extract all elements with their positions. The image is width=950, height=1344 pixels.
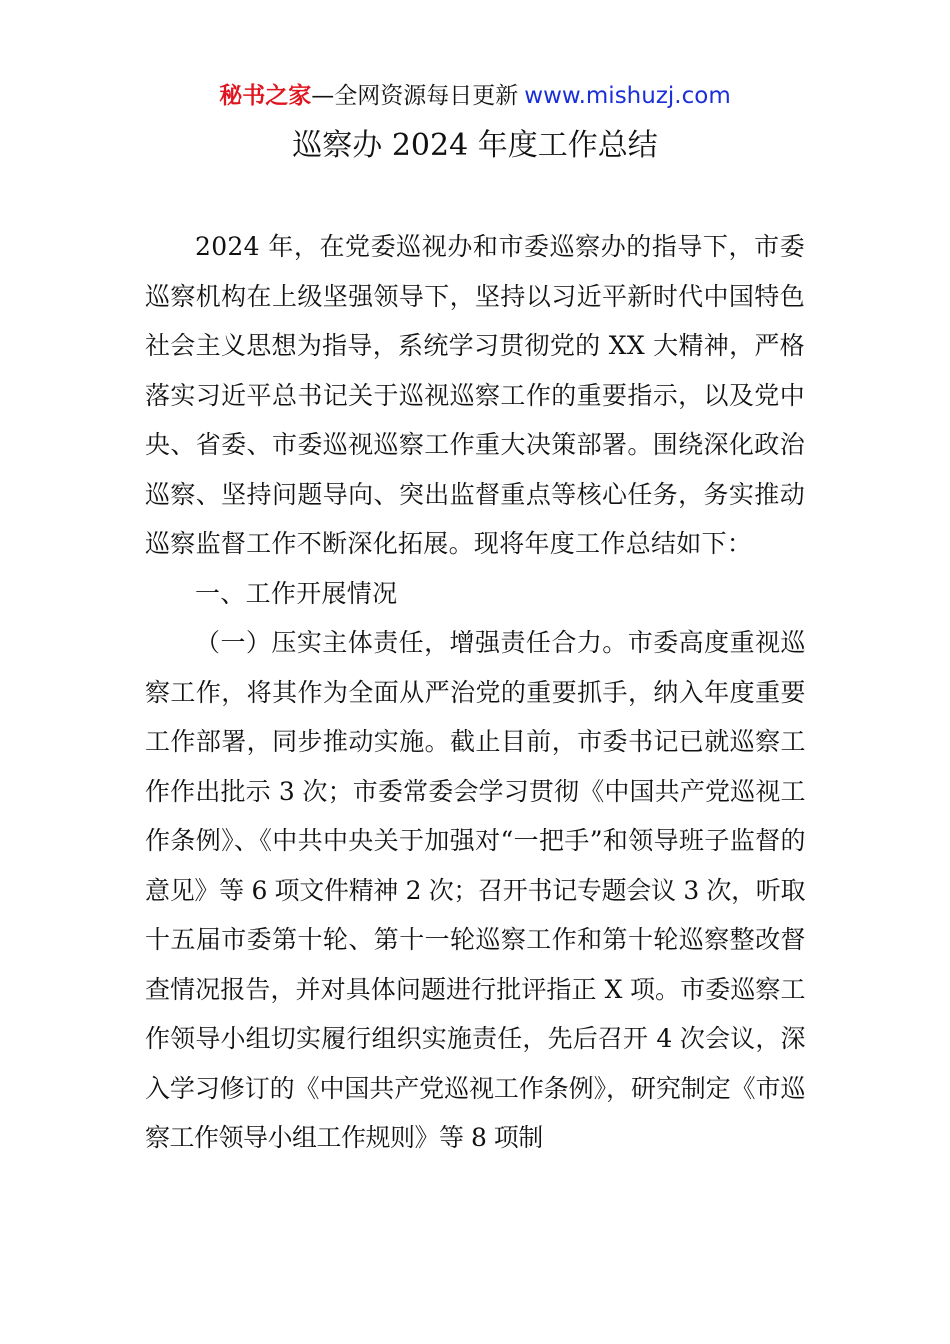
site-header: [0, 80, 950, 112]
document-body: [145, 222, 805, 1163]
paragraph-intro: 2024 年，在党委巡视办和市委巡察办的指导下，市委巡察机构在上级坚强领导下，坚持以习近平新时代中国特色社会主义思想为指导，系统学习贯彻党的 XX 大精神，严格落实习近平总书记关于巡视巡察工作的重要指示，以及党中央、省委、市委巡视巡察工作重大决策部署。围绕深化政治巡察、坚持问题导向、突出监督重点等核心任务，务实推动巡察监督工作不断深化拓展。现将年度工作总结如下：: [145, 232, 805, 558]
document-title: 巡察办 2024 年度工作总结: [292, 128, 658, 163]
site-url-link[interactable]: www.mishuzj.com: [524, 83, 731, 109]
brand-name: 秘书之家: [219, 83, 312, 109]
header-tagline: —全网资源每日更新: [311, 83, 519, 109]
paragraph-responsibility: （一）压实主体责任，增强责任合力。市委高度重视巡察工作，将其作为全面从严治党的重要抓手，纳入年度重要工作部署，同步推动实施。截止目前，市委书记已就巡察工作作出批示 3 次；市委常委会学习贯彻《中国共产党巡视工作条例》、《中共中央关于加强对“一把手”和领导班子监督的意见》等 6 项文件精神 2 次；召开书记专题会议 3 次，听取十五届市委第十轮、第十一轮巡察工作和第十轮巡察整改督查情况报告，并对具体问题进行批评指正 X 项。市委巡察工作领导小组切实履行组织实施责任，先后召开 4 次会议，深入学习修订的《中国共产党巡视工作条例》，研究制定《市巡察工作领导小组工作规则》等 8 项制: [145, 628, 805, 1152]
section-heading: 一、工作开展情况: [195, 578, 398, 608]
